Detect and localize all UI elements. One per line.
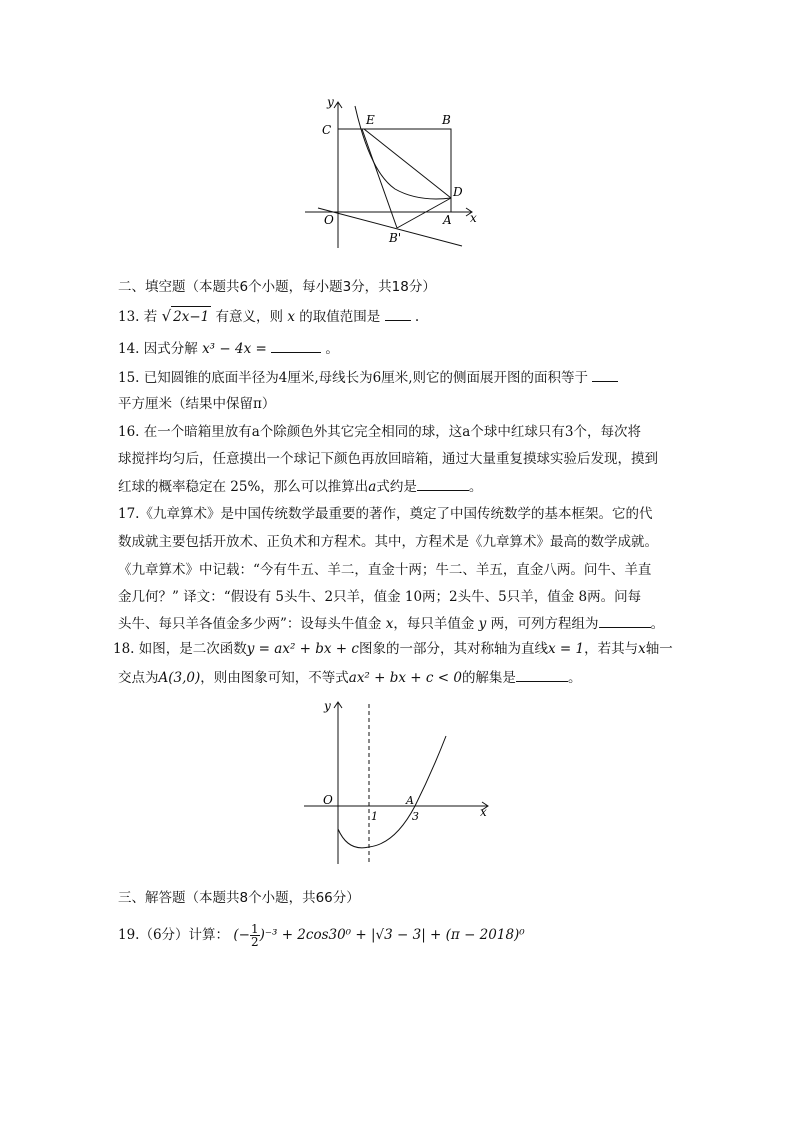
label-e: E [366,113,375,127]
question-15-line2: 平方厘米（结果中保留π） [118,396,276,412]
q18-x: x [638,641,646,657]
question-17-line4: 金几何？” 译文：“假设有 5头牛、2只羊，值金 10两；2头牛、5只羊，值金 8两。问每 [118,589,642,605]
q16-line3a: 红球的概率稳定在 25%，那么可以推算出 [118,479,369,495]
geometry-figure [300,92,480,252]
label-x: x [480,805,487,819]
question-17-line3: 《九章算术》中记载：“今有牛五、羊二，直金十两；牛二、羊五，直金八两。问牛、羊直 [118,562,652,578]
q13-radicand: 2x−1 [171,306,211,327]
q14-end: 。 [325,341,339,357]
q17-var-x: x [385,616,394,632]
q18-answer-blank[interactable] [516,668,568,682]
q13-suffix: 有意义，则 [215,309,284,325]
q15-answer-blank[interactable] [592,368,618,382]
line-eb-prime [362,129,397,228]
label-a: A [443,213,452,227]
q14-prefix: 14. 因式分解 [118,341,198,357]
q18-line1b: 图象的一部分，其对称轴为直线 [358,641,548,657]
question-15-line1 [118,368,618,388]
q17-line5b: ，每只羊值金 [393,616,475,632]
label-o: O [324,213,334,227]
q19-denominator: 2 [250,935,259,949]
q18-point: A(3,0) [158,670,201,686]
q19-prefix: 19.（6分）计算： [118,927,230,943]
question-17-line1: 17.《九章算术》是中国传统数学最重要的著作，奠定了中国传统数学的基本框架。它的代 [118,506,653,522]
q13-end: . [414,309,420,325]
q13-answer-blank[interactable] [385,307,411,321]
label-y: y [327,95,334,109]
q18-inequality: ax² + bx + c < 0 [348,670,462,686]
label-y: y [324,699,331,713]
question-14 [118,339,339,359]
label-three: 3 [412,810,419,823]
q15-text: 15. 已知圆锥的底面半径为4厘米,母线长为6厘米,则它的侧面展开图的面积等于 [118,370,589,386]
q18-line1c: ，若其与 [584,641,639,657]
question-16-line1: 16. 在一个暗箱里放有a个除颜色外其它完全相同的球，这a个球中红球只有3个，每次将 [118,424,641,440]
q17-var-y: y [478,616,487,632]
label-a: A [406,794,414,807]
question-18-line1 [113,639,673,659]
q18-line1d: 轴一 [645,641,673,657]
label-d: D [453,185,463,199]
question-13: 13. 若 √ 2x−1 有意义，则 x 的取值范围是 . [118,307,420,325]
q17-answer-blank[interactable] [599,614,651,628]
q16-var: a [368,479,377,495]
question-19 [118,920,525,950]
q18-line2a: 交点为 [118,670,159,686]
line-ed [364,129,451,198]
q16-answer-blank[interactable] [417,477,469,491]
q18-line2c: 的解集是 [461,670,516,686]
parabola-curve [338,736,446,848]
label-b-prime: B' [389,231,402,245]
q13-var: x [287,309,295,325]
question-18-line2 [118,668,581,688]
question-16-line3 [118,477,482,497]
q19-numerator: 1 [250,922,259,936]
label-c: C [322,123,332,137]
label-one: 1 [371,810,378,823]
label-b: B [442,113,451,127]
label-x: x [470,211,477,225]
question-17-line2: 数成就主要包括开放术、正负术和方程术。其中，方程术是《九章算术》最高的数学成就。 [118,534,658,550]
rectangle-cbao [338,129,451,212]
q19-open: (− [233,927,250,943]
q17-line5c: 两，可列方程组为 [490,616,599,632]
q18-function: y = ax² + bx + c [246,641,359,657]
q18-line1a: 18. 如图，是二次函数 [113,641,247,657]
q16-line3b: 式约是 [376,479,417,495]
q19-rest: )⁻³ + 2cos30⁰ + |√3 − 3| + (π − 2018)⁰ [259,927,525,943]
q19-fraction [250,923,260,948]
q18-line2b: ，则由图象可知，不等式 [200,670,349,686]
q18-end: 。 [567,670,582,686]
q18-axis: x = 1 [547,641,585,657]
q17-end: 。 [650,616,665,632]
section-3-heading: 三、解答题（本题共8个小题，共66分） [118,890,360,906]
q13-tail: 的取值范围是 [299,309,381,325]
label-o: O [323,793,333,807]
parabola-figure [300,694,500,869]
q14-answer-blank[interactable] [271,339,321,353]
q14-expr: x³ − 4x = [202,341,267,357]
section-2-heading: 二、填空题（本题共6个小题，每小题3分，共18分） [118,279,436,295]
question-17-line5 [118,614,664,634]
question-16-line2: 球搅拌均匀后，任意摸出一个球记下颜色再放回暗箱，通过大量重复摸球实验后发现，摸到 [118,451,658,467]
q17-line5a: 头牛、每只羊各值金多少两”：设每头牛值金 [118,616,382,632]
q13-prefix: 13. 若 [118,309,158,325]
q16-end: 。 [468,479,483,495]
